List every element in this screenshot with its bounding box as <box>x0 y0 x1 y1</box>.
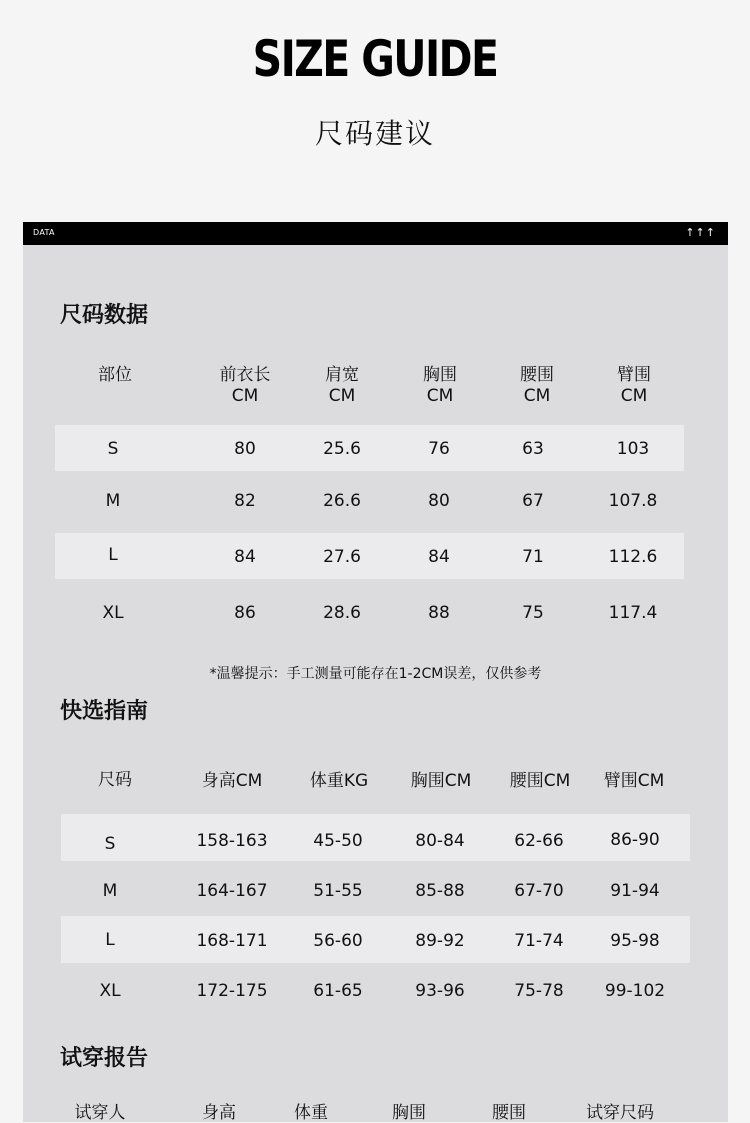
table-cell: 45-50 <box>313 831 363 851</box>
size-data-header: 腰围 CM <box>520 365 554 406</box>
table-cell: 91-94 <box>610 881 660 901</box>
quick-guide-header: 身高CM <box>201 771 263 791</box>
table-cell: 62-66 <box>514 831 564 851</box>
table-cell: 76 <box>428 439 450 459</box>
size-data-header: 部位 <box>98 365 132 385</box>
trial-report-header: 胸围 <box>392 1103 426 1123</box>
table-cell: 27.6 <box>323 547 361 567</box>
trial-report-header: 体重 <box>294 1103 328 1123</box>
table-cell: XL <box>99 981 121 1001</box>
table-cell: 95-98 <box>610 931 660 951</box>
table-cell: 84 <box>234 547 256 567</box>
quick-guide-header: 胸围CM <box>410 771 472 791</box>
table-cell: M <box>102 881 118 901</box>
table-cell: 164-167 <box>196 881 268 901</box>
measurement-note: *温馨提示：手工测量可能存在1-2CM误差，仅供参考 <box>209 666 542 682</box>
page-title-en: SIZE GUIDE <box>252 30 498 88</box>
table-cell: 99-102 <box>604 981 666 1001</box>
table-cell: 103 <box>616 439 650 459</box>
table-cell: S <box>104 834 116 854</box>
trial-report-header: 试穿尺码 <box>586 1103 654 1123</box>
table-cell: 158-163 <box>196 831 268 851</box>
table-cell: 86-90 <box>610 830 660 850</box>
table-row <box>55 425 684 471</box>
table-cell: 84 <box>428 547 450 567</box>
table-cell: 93-96 <box>415 981 465 1001</box>
table-row <box>61 916 690 963</box>
table-cell: 80-84 <box>415 831 465 851</box>
quick-guide-title: 快选指南 <box>60 699 149 724</box>
size-guide-panel <box>23 222 728 1122</box>
trial-report-header: 身高 <box>202 1103 236 1123</box>
table-cell: 71 <box>522 547 544 567</box>
table-cell: XL <box>102 603 124 623</box>
table-cell: 67-70 <box>514 881 564 901</box>
size-data-header: 臂围 CM <box>617 365 651 406</box>
table-cell: 86 <box>234 603 256 623</box>
size-data-header: 胸围 CM <box>423 365 457 406</box>
table-cell: 75 <box>522 603 544 623</box>
table-cell: 117.4 <box>608 603 658 623</box>
table-row <box>55 477 684 523</box>
table-cell: 88 <box>428 603 450 623</box>
trial-report-header: 试穿人 <box>74 1103 126 1123</box>
table-cell: 80 <box>234 439 256 459</box>
table-cell: 172-175 <box>196 981 268 1001</box>
quick-guide-header: 体重KG <box>309 771 369 791</box>
table-cell: 28.6 <box>323 603 361 623</box>
table-cell: 85-88 <box>415 881 465 901</box>
table-cell: 80 <box>428 491 450 511</box>
page-title-cn: 尺码建议 <box>314 117 435 150</box>
quick-guide-header: 腰围CM <box>509 771 571 791</box>
table-row <box>61 814 690 861</box>
trial-report-title: 试穿报告 <box>60 1046 149 1071</box>
table-row <box>61 966 690 1013</box>
table-cell: 112.6 <box>608 547 658 567</box>
table-cell: 56-60 <box>313 931 363 951</box>
table-cell: 168-171 <box>196 931 268 951</box>
table-cell: 89-92 <box>415 931 465 951</box>
table-cell: 51-55 <box>313 881 363 901</box>
trial-report-header: 腰围 <box>492 1103 526 1123</box>
table-cell: 63 <box>522 439 544 459</box>
table-cell: L <box>105 930 115 950</box>
table-cell: 25.6 <box>323 439 361 459</box>
table-cell: S <box>107 439 119 459</box>
table-row <box>55 589 684 635</box>
table-cell: M <box>105 491 121 511</box>
quick-guide-header: 尺码 <box>98 770 132 790</box>
arrow-up-icon: ↑↑↑ <box>685 226 716 239</box>
table-cell: 75-78 <box>514 981 564 1001</box>
size-data-header: 前衣长 CM <box>219 365 271 406</box>
size-data-title: 尺码数据 <box>60 303 149 328</box>
table-cell: 67 <box>522 491 544 511</box>
table-cell: 107.8 <box>608 491 658 511</box>
table-cell: 71-74 <box>514 931 564 951</box>
table-cell: L <box>108 545 118 565</box>
panel-bar-label: DATA <box>33 228 55 237</box>
table-cell: 82 <box>234 491 256 511</box>
size-data-header: 肩宽 CM <box>325 365 359 406</box>
table-cell: 26.6 <box>323 491 361 511</box>
quick-guide-header: 臂围CM <box>603 771 665 791</box>
table-row <box>61 866 690 913</box>
table-row <box>55 533 684 579</box>
table-cell: 61-65 <box>313 981 363 1001</box>
panel-header-bar <box>23 222 728 245</box>
